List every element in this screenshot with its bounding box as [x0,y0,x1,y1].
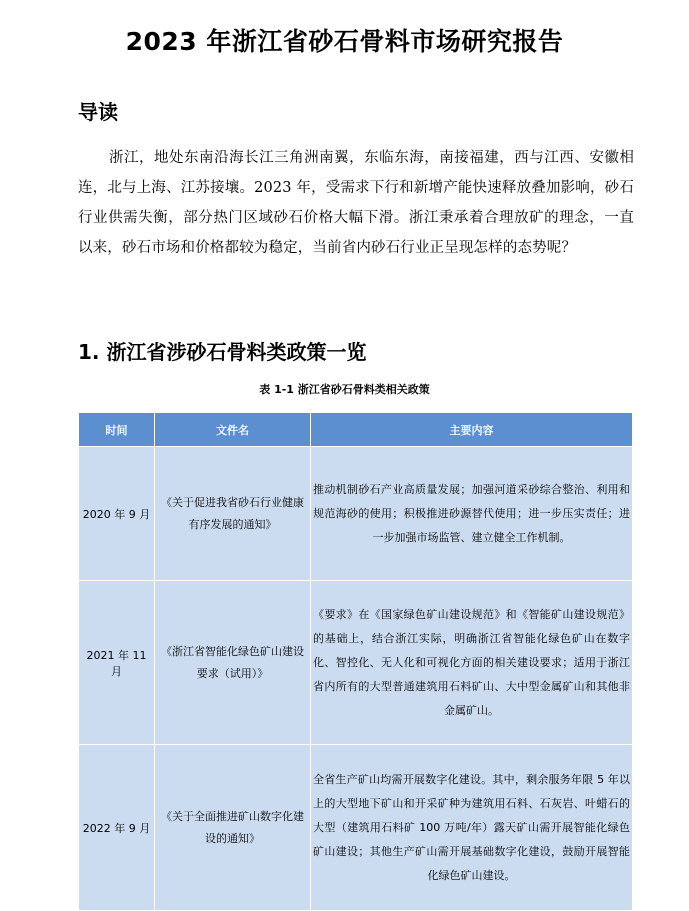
intro-heading: 导读 [78,100,118,124]
row-file: 《关于全面推进矿山数字化建设的通知》 [155,745,311,911]
row-file: 《关于促进我省砂石行业健康有序发展的通知》 [155,447,311,581]
header-file: 文件名 [155,413,311,447]
row-time: 2020 年 9 月 [79,447,155,581]
intro-paragraph: 浙江，地处东南沿海长江三角洲南翼，东临东海，南接福建，西与江西、安徽相连，北与上海、江苏接壤。2023 年，受需求下行和新增产能快速释放叠加影响，砂石行业供需失衡，部分热门区域砂石价格大幅下滑。浙江秉承着合理放矿的理念，一直以来，砂石市场和价格都较为稳定，当前省内砂石行业正呈现怎样的态势呢？ [78,150,634,256]
table-row [79,745,633,911]
row-content: 全省生产矿山均需开展数字化建设。其中，剩余服务年限 5 年以上的大型地下矿山和开采矿种为建筑用石料、石灰岩、叶蜡石的大型（建筑用石料矿 100 万吨/年）露天矿山需开展智能化绿色矿山建设；其他生产矿山需开展基础数字化建设，鼓励开展智能化绿色矿山建设。 [311,745,633,911]
policy-table [78,412,633,911]
section-1-heading: 1. 浙江省涉砂石骨料类政策一览 [78,340,367,364]
row-file: 《浙江省智能化绿色矿山建设要求（试用）》 [155,581,311,745]
header-time: 时间 [79,413,155,447]
table-caption: 表 1-1 浙江省砂石骨料类相关政策 [259,383,430,396]
row-time: 2022 年 9 月 [79,745,155,911]
table-header-row [79,413,633,447]
row-content: 推动机制砂石产业高质量发展；加强河道采砂综合整治、利用和规范海砂的使用；积极推进砂源替代使用；进一步压实责任；进一步加强市场监管、建立健全工作机制。 [311,447,633,581]
table-row [79,581,633,745]
row-time: 2021 年 11 月 [79,581,155,745]
header-content: 主要内容 [311,413,633,447]
row-content: 《要求》在《国家绿色矿山建设规范》和《智能矿山建设规范》的基础上，结合浙江实际，明确浙江省智能化绿色矿山在数字化、智控化、无人化和可视化方面的相关建设要求；适用于浙江省内所有的大型普通建筑用石料矿山、大中型金属矿山和其他非金属矿山。 [311,581,633,745]
table-row [79,447,633,581]
document-title: 2023 年浙江省砂石骨料市场研究报告 [125,27,564,56]
